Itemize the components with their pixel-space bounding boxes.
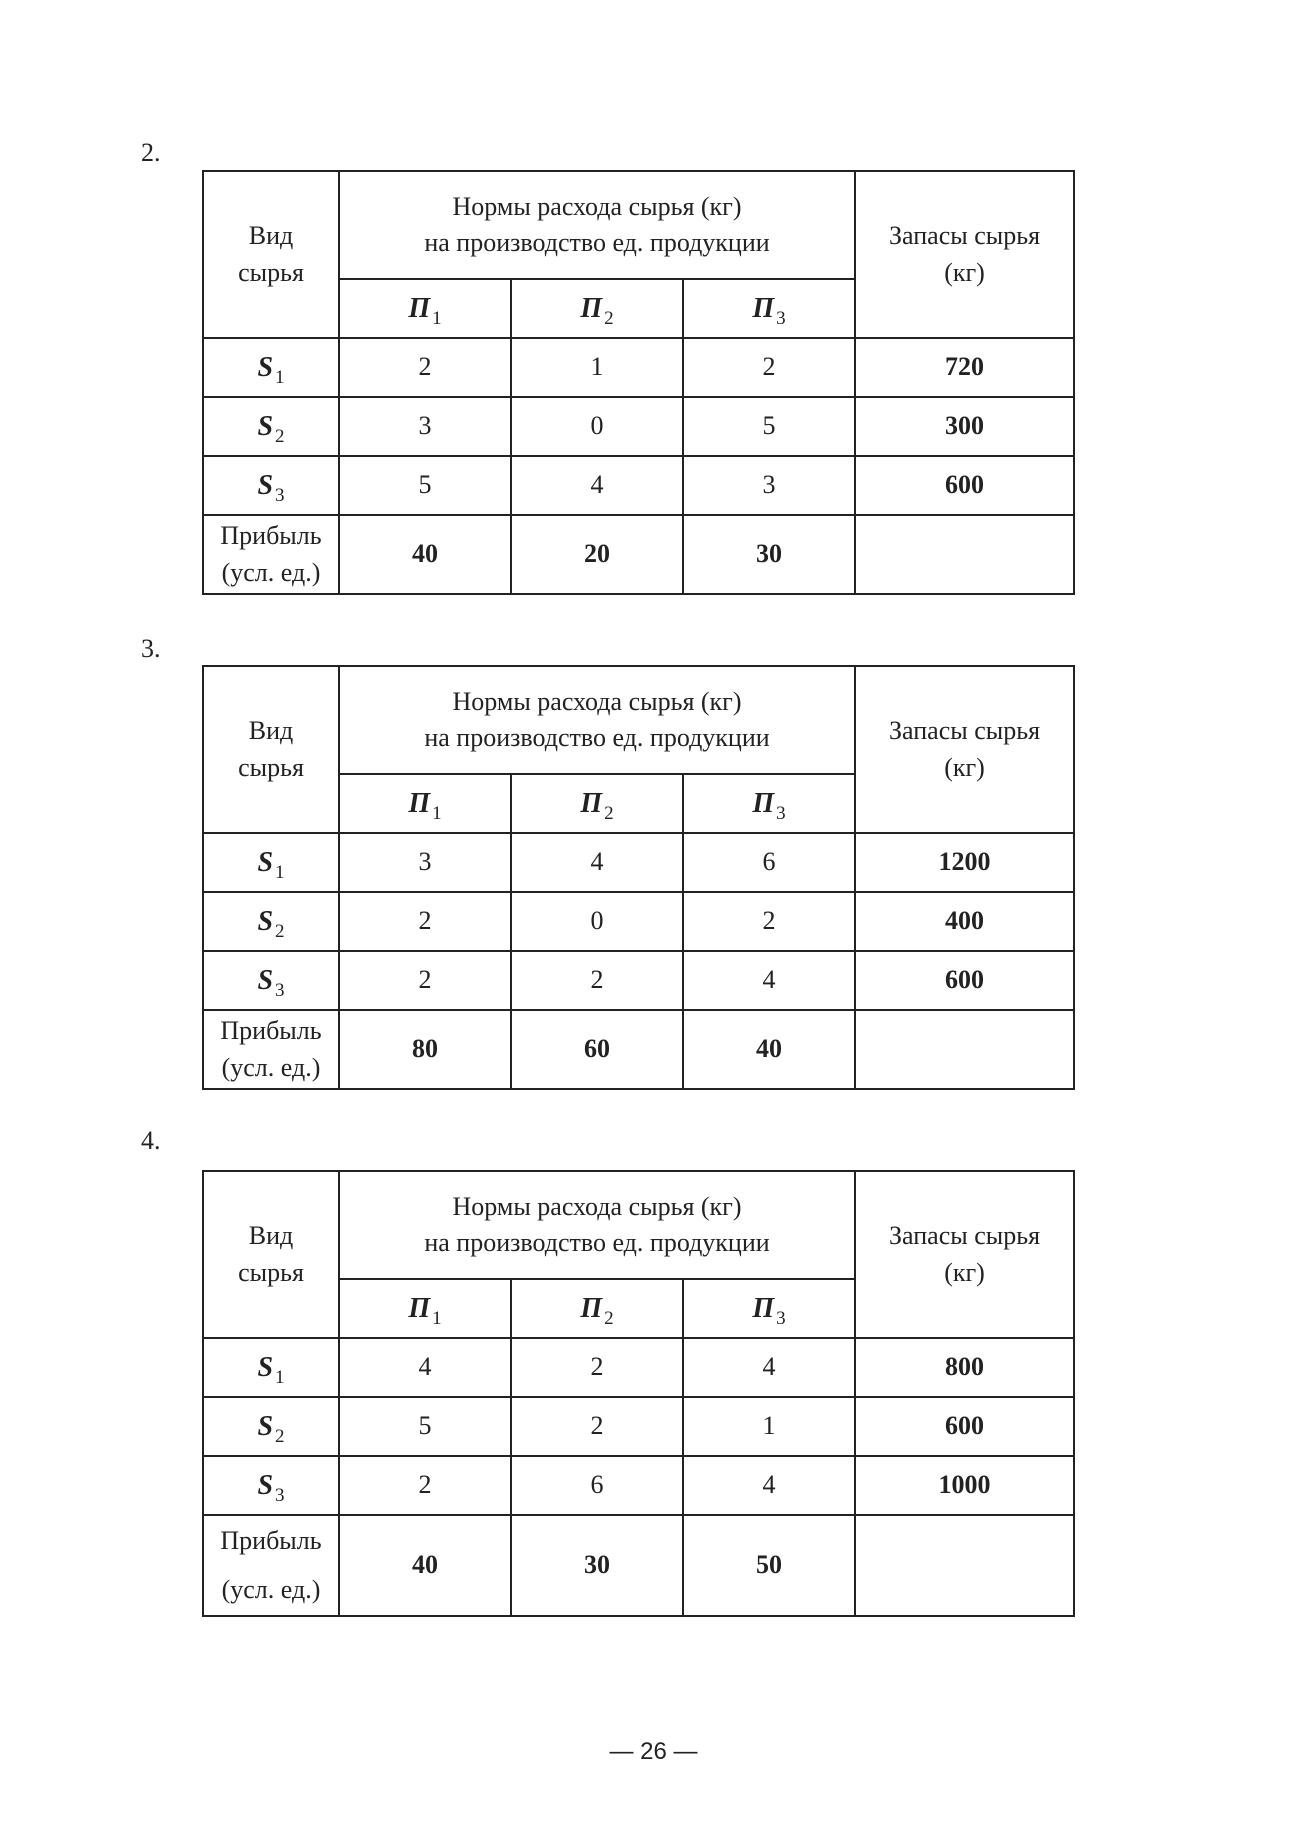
stock-cell: 1000 xyxy=(855,1456,1074,1515)
profit-cell: 20 xyxy=(511,515,683,594)
product-header: П $_3$ xyxy=(683,774,855,833)
norm-cell: 2 xyxy=(683,892,855,951)
norm-cell: 3 xyxy=(683,456,855,515)
norm-cell: 4 xyxy=(511,456,683,515)
norms-header: Нормы расхода сырья (кг) на производство ед. продукции xyxy=(339,666,855,774)
profit-label: Прибыль (усл. ед.) xyxy=(203,1010,339,1089)
norm-cell: 6 xyxy=(683,833,855,892)
norm-cell: 2 xyxy=(511,1397,683,1456)
product-header: П $_1$ xyxy=(339,279,511,338)
norm-cell: 2 xyxy=(339,892,511,951)
norm-cell: 5 xyxy=(683,397,855,456)
stock-header: Запасы сырья (кг) xyxy=(855,1171,1074,1338)
stock-cell: 400 xyxy=(855,892,1074,951)
norm-cell: 0 xyxy=(511,892,683,951)
task-number: 4. xyxy=(141,1126,161,1155)
stock-header: Запасы сырья (кг) xyxy=(855,666,1074,833)
resource-type-header: Вид сырья xyxy=(203,171,339,338)
empty-cell xyxy=(855,1515,1074,1616)
profit-cell: 40 xyxy=(339,1515,511,1616)
task-number: 3. xyxy=(141,634,161,663)
table-row xyxy=(203,1397,1074,1456)
stock-cell: 600 xyxy=(855,456,1074,515)
norm-cell: 1 xyxy=(511,338,683,397)
norm-cell: 2 xyxy=(339,1456,511,1515)
norm-cell: 2 xyxy=(339,951,511,1010)
empty-cell xyxy=(855,1010,1074,1089)
resource-label: S $_3$ xyxy=(203,951,339,1010)
table-row xyxy=(203,397,1074,456)
norm-cell: 2 xyxy=(511,951,683,1010)
page-number: — 26 — xyxy=(609,1738,698,1765)
stock-cell: 300 xyxy=(855,397,1074,456)
norms-header: Нормы расхода сырья (кг) на производство ед. продукции xyxy=(339,171,855,279)
resource-norms-table xyxy=(202,170,1075,595)
norm-cell: 2 xyxy=(683,338,855,397)
resource-label: S $_2$ xyxy=(203,892,339,951)
empty-cell xyxy=(855,515,1074,594)
profit-cell: 80 xyxy=(339,1010,511,1089)
resource-label: S $_1$ xyxy=(203,338,339,397)
resource-type-header: Вид сырья xyxy=(203,1171,339,1338)
profit-cell: 30 xyxy=(683,515,855,594)
table-row xyxy=(203,951,1074,1010)
table-row xyxy=(203,1456,1074,1515)
table-row xyxy=(203,456,1074,515)
norm-cell: 2 xyxy=(339,338,511,397)
profit-cell: 40 xyxy=(339,515,511,594)
stock-cell: 720 xyxy=(855,338,1074,397)
resource-label: S $_2$ xyxy=(203,397,339,456)
product-header: П $_1$ xyxy=(339,1279,511,1338)
product-header: П $_3$ xyxy=(683,279,855,338)
resource-type-header: Вид сырья xyxy=(203,666,339,833)
norm-cell: 4 xyxy=(683,951,855,1010)
stock-cell: 800 xyxy=(855,1338,1074,1397)
resource-label: S $_2$ xyxy=(203,1397,339,1456)
profit-cell: 50 xyxy=(683,1515,855,1616)
profit-cell: 40 xyxy=(683,1010,855,1089)
stock-cell: 600 xyxy=(855,951,1074,1010)
profit-cell: 60 xyxy=(511,1010,683,1089)
table-row xyxy=(203,1338,1074,1397)
table-row xyxy=(203,892,1074,951)
profit-cell: 30 xyxy=(511,1515,683,1616)
norm-cell: 4 xyxy=(683,1456,855,1515)
resource-norms-table xyxy=(202,1170,1075,1617)
norm-cell: 1 xyxy=(683,1397,855,1456)
norms-header: Нормы расхода сырья (кг) на производство ед. продукции xyxy=(339,1171,855,1279)
resource-label: S $_3$ xyxy=(203,1456,339,1515)
norm-cell: 4 xyxy=(339,1338,511,1397)
product-header: П $_2$ xyxy=(511,1279,683,1338)
stock-cell: 600 xyxy=(855,1397,1074,1456)
resource-label: S $_1$ xyxy=(203,833,339,892)
product-header: П $_2$ xyxy=(511,774,683,833)
norm-cell: 5 xyxy=(339,1397,511,1456)
product-header: П $_3$ xyxy=(683,1279,855,1338)
resource-norms-table xyxy=(202,665,1075,1090)
norm-cell: 4 xyxy=(683,1338,855,1397)
norm-cell: 0 xyxy=(511,397,683,456)
resource-label: S $_1$ xyxy=(203,1338,339,1397)
profit-label: Прибыль (усл. ед.) xyxy=(203,515,339,594)
profit-row xyxy=(203,515,1074,594)
table-row xyxy=(203,833,1074,892)
stock-header: Запасы сырья (кг) xyxy=(855,171,1074,338)
norm-cell: 4 xyxy=(511,833,683,892)
product-header: П $_2$ xyxy=(511,279,683,338)
norm-cell: 2 xyxy=(511,1338,683,1397)
profit-row xyxy=(203,1010,1074,1089)
stock-cell: 1200 xyxy=(855,833,1074,892)
table-row xyxy=(203,338,1074,397)
norm-cell: 3 xyxy=(339,833,511,892)
profit-label: Прибыль (усл. ед.) xyxy=(203,1515,339,1616)
norm-cell: 3 xyxy=(339,397,511,456)
resource-label: S $_3$ xyxy=(203,456,339,515)
profit-row xyxy=(203,1515,1074,1616)
task-number: 2. xyxy=(141,138,161,167)
norm-cell: 6 xyxy=(511,1456,683,1515)
norm-cell: 5 xyxy=(339,456,511,515)
product-header: П $_1$ xyxy=(339,774,511,833)
